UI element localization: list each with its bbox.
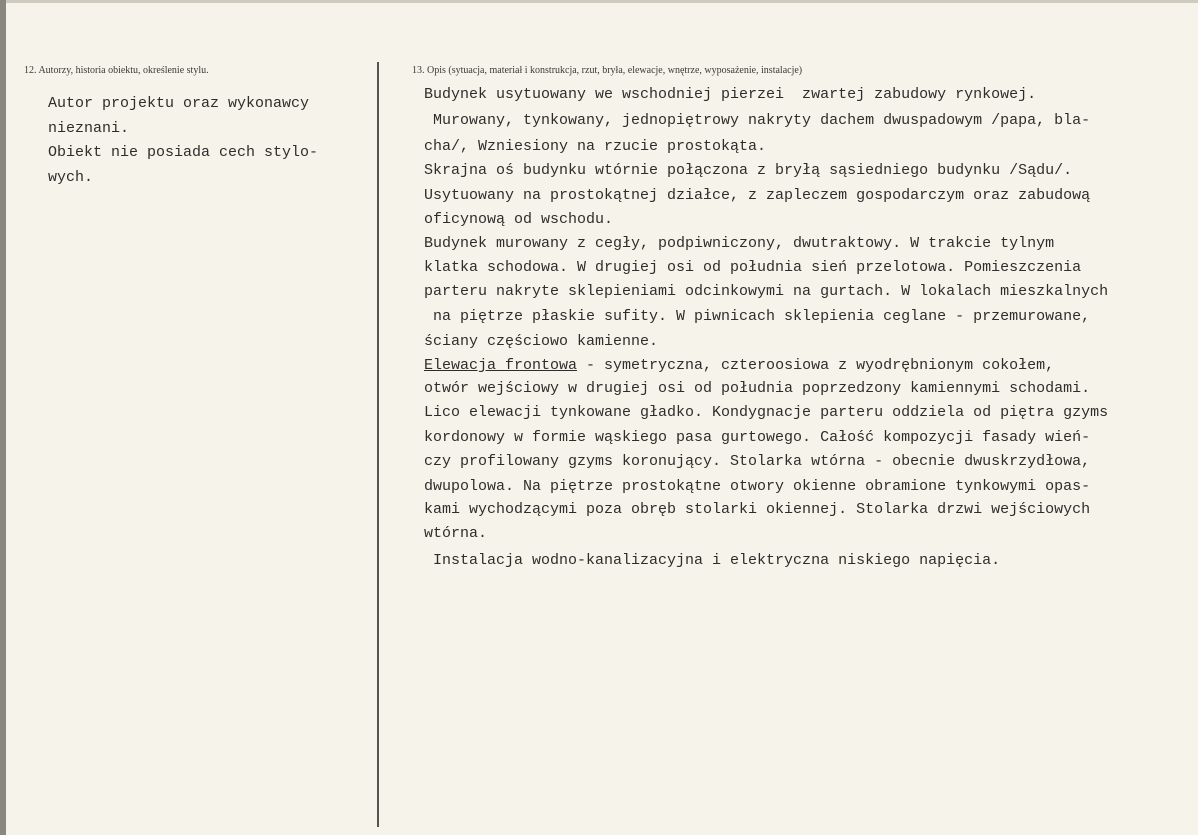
text-line: Budynek murowany z cegły, podpiwniczony, dwutraktowy. W trakcie tylnym bbox=[424, 235, 1055, 252]
text-line: kordonowy w formie wąskiego pasa gurtowego. Całość kompozycji fasady wień- bbox=[424, 429, 1091, 446]
section-13-header: 13. Opis (sytuacja, materiał i konstrukcja, rzut, bryła, elewacje, wnętrze, wyposażenie, instalacje) bbox=[412, 65, 803, 76]
text-line: cha/, Wzniesiony na rzucie prostokąta. bbox=[424, 138, 767, 155]
text-line: Budynek usytuowany we wschodniej pierzei zwartej zabudowy rynkowej. bbox=[424, 86, 1037, 103]
text-line: ściany częściowo kamienne. bbox=[424, 333, 659, 350]
text-line: Elewacja frontowa - symetryczna, czteroosiowa z wyodrębnionym cokołem, bbox=[424, 357, 1055, 374]
text-line: Murowany, tynkowany, jednopiętrowy nakryty dachem dwuspadowym /papa, bla- bbox=[424, 112, 1091, 129]
text-line: parteru nakryte sklepieniami odcinkowymi na gurtach. W lokalach mieszkalnych bbox=[424, 283, 1109, 300]
text-line: Lico elewacji tynkowane gładko. Kondygnacje parteru oddziela od piętra gzyms bbox=[424, 404, 1109, 421]
text-line: czy profilowany gzyms koronujący. Stolarka wtórna - obecnie dwuskrzydłowa, bbox=[424, 453, 1091, 470]
text-line: na piętrze płaskie sufity. W piwnicach sklepienia ceglane - przemurowane, bbox=[424, 308, 1091, 325]
text-line: Instalacja wodno-kanalizacyjna i elektryczna niskiego napięcia. bbox=[424, 552, 1001, 569]
text-line: Skrajna oś budynku wtórnie połączona z bryłą sąsiedniego budynku /Sądu/. bbox=[424, 162, 1073, 179]
page-top-edge bbox=[0, 0, 1198, 3]
text-line: klatka schodowa. W drugiej osi od południa sień przelotowa. Pomieszczenia bbox=[424, 259, 1082, 276]
text-line: oficynową od wschodu. bbox=[424, 211, 614, 228]
column-divider bbox=[377, 62, 379, 827]
text-line: nieznani. bbox=[48, 120, 130, 137]
text-line: Usytuowany na prostokątnej działce, z zapleczem gospodarczym oraz zabudową bbox=[424, 187, 1091, 204]
text-line: Obiekt nie posiada cech stylo- bbox=[48, 144, 319, 161]
text-line: Autor projektu oraz wykonawcy bbox=[48, 95, 310, 112]
underlined-heading: Elewacja frontowa bbox=[424, 357, 578, 374]
text-line: wtórna. bbox=[424, 525, 488, 542]
section-12-header: 12. Autorzy, historia obiektu, określenie stylu. bbox=[24, 65, 209, 76]
page-left-edge bbox=[0, 0, 6, 835]
text-line: otwór wejściowy w drugiej osi od południa poprzedzony kamiennymi schodami. bbox=[424, 380, 1091, 397]
text-line: dwupolowa. Na piętrze prostokątne otwory okienne obramione tynkowymi opas- bbox=[424, 478, 1091, 495]
text-line: kami wychodzącymi poza obręb stolarki okiennej. Stolarka drzwi wejściowych bbox=[424, 501, 1091, 518]
text-line: wych. bbox=[48, 169, 94, 186]
